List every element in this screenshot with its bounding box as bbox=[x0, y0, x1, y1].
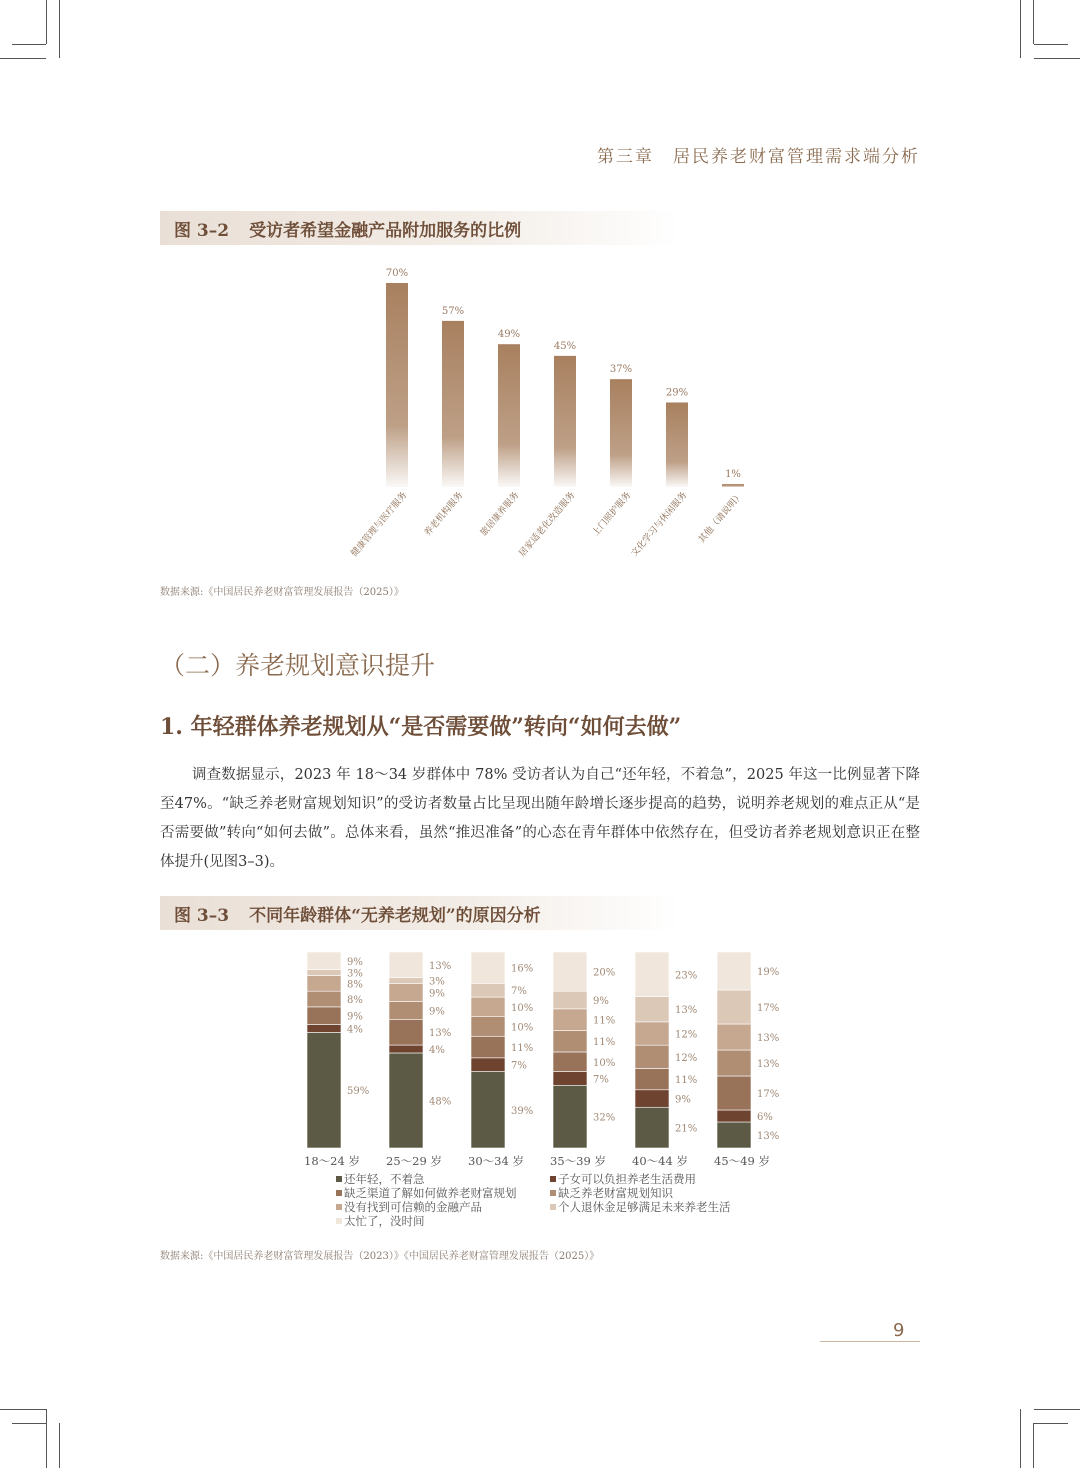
legend-swatch bbox=[550, 1176, 556, 1182]
section-heading: （二）养老规划意识提升 bbox=[160, 651, 436, 680]
legend-swatch bbox=[550, 1190, 556, 1196]
stacked-segment bbox=[389, 1045, 423, 1053]
stacked-segment bbox=[717, 952, 751, 990]
stacked-segment bbox=[635, 1090, 669, 1107]
stacked-segment bbox=[635, 1022, 669, 1045]
segment-value-label: 59% bbox=[347, 1086, 370, 1098]
segment-value-label: 9% bbox=[675, 1094, 691, 1106]
crop-mark bbox=[1020, 1409, 1021, 1468]
body-paragraph: 调查数据显示，2023 年 18～34 岁群体中 78% 受访者认为自己“还年轻，不着急”，2025 年这一比例显著下降至47%。“缺乏养老财富规划知识”的受访者数量占比呈现出随年龄增长逐步提高的趋势，说明养老规划的难点正从“是否需要做”转向“如何去做”。总体来看，虽然“推迟准备”的心态在青年群体中依然存在，但受访者养老规划意识正在整体提升(见图3–3)。 bbox=[160, 767, 920, 870]
segment-value-label: 10% bbox=[511, 1022, 534, 1034]
category-label: 30～34 岁 bbox=[468, 1154, 524, 1168]
segment-value-label: 39% bbox=[511, 1105, 534, 1117]
figure-source: 数据来源:《中国居民养老财富管理发展报告（2023）》《中国居民养老财富管理发展报告（2025）》 bbox=[160, 1251, 600, 1262]
segment-value-label: 9% bbox=[429, 1006, 445, 1018]
segment-value-label: 32% bbox=[593, 1112, 616, 1124]
stacked-segment bbox=[389, 978, 423, 984]
segment-value-label: 48% bbox=[429, 1096, 452, 1108]
stacked-segment bbox=[635, 1068, 669, 1089]
segment-value-label: 12% bbox=[675, 1029, 698, 1041]
segment-value-label: 20% bbox=[593, 967, 616, 979]
crop-mark bbox=[46, 1409, 47, 1468]
legend-label: 缺乏渠道了解如何做养老财富规划 bbox=[344, 1186, 517, 1200]
segment-value-label: 9% bbox=[593, 996, 609, 1008]
stacked-segment bbox=[389, 1001, 423, 1019]
bar-value-label: 29% bbox=[665, 387, 689, 399]
segment-value-label: 13% bbox=[675, 1005, 698, 1017]
segment-value-label: 11% bbox=[511, 1043, 534, 1055]
crop-mark bbox=[1034, 1409, 1080, 1410]
stacked-segment bbox=[307, 1007, 341, 1025]
stacked-segment bbox=[717, 1024, 751, 1050]
stacked-segment bbox=[635, 1107, 669, 1148]
category-label: 18～24 岁 bbox=[304, 1154, 360, 1168]
segment-value-label: 16% bbox=[511, 963, 534, 975]
stacked-segment bbox=[471, 997, 505, 1017]
category-label: 养老机构服务 bbox=[422, 490, 466, 539]
segment-value-label: 10% bbox=[593, 1057, 616, 1069]
stacked-segment bbox=[307, 991, 341, 1007]
stacked-segment bbox=[717, 990, 751, 1024]
segment-value-label: 8% bbox=[347, 995, 363, 1007]
category-label: 居家适老化改造服务 bbox=[517, 490, 578, 559]
crop-mark bbox=[1034, 1423, 1068, 1424]
crop-mark bbox=[12, 1423, 46, 1424]
segment-value-label: 13% bbox=[429, 1028, 452, 1040]
stacked-segment bbox=[553, 1009, 587, 1031]
stacked-segment bbox=[389, 952, 423, 978]
crop-mark bbox=[59, 1423, 60, 1468]
segment-value-label: 21% bbox=[675, 1123, 698, 1135]
figure-source: 数据来源:《中国居民养老财富管理发展报告（2025）》 bbox=[160, 587, 404, 598]
stacked-segment bbox=[553, 1030, 587, 1052]
stacked-segment bbox=[307, 976, 341, 992]
category-label: 25～29 岁 bbox=[386, 1154, 442, 1168]
figure-number: 图 3–3 bbox=[174, 905, 230, 926]
category-label: 40～44 岁 bbox=[632, 1154, 688, 1168]
segment-value-label: 12% bbox=[675, 1052, 698, 1064]
segment-value-label: 9% bbox=[347, 956, 363, 968]
page-number: 9 bbox=[893, 1320, 905, 1341]
category-label: 45～49 岁 bbox=[714, 1154, 770, 1168]
segment-value-label: 10% bbox=[511, 1002, 534, 1014]
segment-value-label: 11% bbox=[675, 1075, 698, 1087]
segment-value-label: 13% bbox=[757, 1131, 780, 1142]
stacked-segment bbox=[635, 1045, 669, 1068]
segment-value-label: 9% bbox=[429, 988, 445, 1000]
bar-value-label: 57% bbox=[441, 305, 465, 317]
legend-swatch bbox=[550, 1204, 556, 1210]
category-label: 上门照护服务 bbox=[590, 490, 634, 539]
category-label: 35～39 岁 bbox=[550, 1154, 606, 1168]
legend-label: 还年轻，不着急 bbox=[344, 1172, 425, 1186]
stacked-segment bbox=[717, 1122, 751, 1148]
stacked-segment bbox=[389, 1019, 423, 1045]
stacked-segment bbox=[635, 997, 669, 1022]
legend-swatch bbox=[336, 1176, 342, 1182]
segment-value-label: 3% bbox=[347, 968, 363, 980]
segment-value-label: 4% bbox=[429, 1045, 445, 1057]
legend-label: 个人退休金足够满足未来养老生活 bbox=[558, 1200, 731, 1214]
bar-value-label: 45% bbox=[553, 340, 577, 352]
segment-value-label: 8% bbox=[347, 979, 363, 991]
stacked-segment bbox=[307, 952, 341, 970]
stacked-segment bbox=[553, 952, 587, 991]
stacked-segment bbox=[471, 1036, 505, 1058]
segment-value-label: 13% bbox=[757, 1059, 780, 1070]
bar-value-label: 70% bbox=[385, 268, 409, 279]
segment-value-label: 17% bbox=[757, 1003, 780, 1014]
segment-value-label: 11% bbox=[593, 1037, 616, 1049]
stacked-segment bbox=[635, 952, 669, 997]
legend-swatch bbox=[336, 1218, 342, 1224]
segment-value-label: 7% bbox=[593, 1074, 609, 1086]
stacked-segment bbox=[389, 984, 423, 1002]
stacked-segment bbox=[471, 1017, 505, 1037]
stacked-segment bbox=[553, 1072, 587, 1086]
segment-value-label: 7% bbox=[511, 986, 527, 998]
segment-value-label: 13% bbox=[429, 960, 452, 972]
figure-title: 受访者希望金融产品附加服务的比例 bbox=[249, 220, 522, 241]
category-label: 其他（请说明） bbox=[697, 490, 746, 546]
crop-mark bbox=[1033, 1423, 1034, 1468]
stacked-segment bbox=[717, 1110, 751, 1122]
bar-value-label: 37% bbox=[609, 364, 633, 376]
stacked-segment bbox=[307, 970, 341, 976]
segment-value-label: 13% bbox=[757, 1033, 780, 1044]
segment-value-label: 17% bbox=[757, 1089, 780, 1100]
legend-swatch bbox=[336, 1190, 342, 1196]
figure-title: 不同年龄群体“无养老规划”的原因分析 bbox=[249, 905, 541, 926]
legend-label: 缺乏养老财富规划知识 bbox=[558, 1186, 673, 1200]
segment-value-label: 9% bbox=[347, 1011, 363, 1023]
category-label: 旅居康养服务 bbox=[478, 490, 522, 539]
segment-value-label: 11% bbox=[593, 1015, 616, 1027]
figure-number: 图 3–2 bbox=[174, 220, 230, 241]
stacked-segment bbox=[307, 1025, 341, 1033]
stacked-segment bbox=[389, 1053, 423, 1148]
segment-value-label: 4% bbox=[347, 1024, 363, 1036]
stacked-segment bbox=[553, 991, 587, 1009]
legend-label: 太忙了，没时间 bbox=[344, 1214, 425, 1228]
stacked-segment bbox=[471, 952, 505, 983]
stacked-segment bbox=[717, 1050, 751, 1076]
stacked-segment bbox=[553, 1085, 587, 1148]
page-number-rule bbox=[820, 1341, 920, 1342]
category-label: 文化学习与休闲服务 bbox=[629, 490, 690, 559]
chapter-header: 第三章 居民养老财富管理需求端分析 bbox=[597, 147, 920, 167]
segment-value-label: 23% bbox=[675, 970, 698, 982]
subsection-heading: 1. 年轻群体养老规划从“是否需要做”转向“如何去做” bbox=[160, 714, 682, 740]
legend-label: 没有找到可信赖的金融产品 bbox=[344, 1200, 482, 1214]
segment-value-label: 7% bbox=[511, 1060, 527, 1072]
legend-swatch bbox=[336, 1204, 342, 1210]
bar-value-label: 1% bbox=[725, 469, 741, 481]
stacked-segment bbox=[307, 1032, 341, 1148]
segment-value-label: 6% bbox=[757, 1112, 773, 1123]
stacked-segment bbox=[471, 1072, 505, 1148]
legend-label: 子女可以负担养老生活费用 bbox=[558, 1172, 696, 1186]
stacked-segment bbox=[471, 983, 505, 997]
stacked-segment bbox=[553, 1052, 587, 1072]
stacked-segment bbox=[717, 1076, 751, 1110]
segment-value-label: 19% bbox=[757, 967, 780, 978]
crop-mark bbox=[0, 1409, 46, 1410]
segment-value-label: 3% bbox=[429, 976, 445, 988]
category-label: 健康管理与医疗服务 bbox=[349, 490, 410, 559]
stacked-segment bbox=[471, 1058, 505, 1072]
bar-value-label: 49% bbox=[497, 329, 521, 341]
